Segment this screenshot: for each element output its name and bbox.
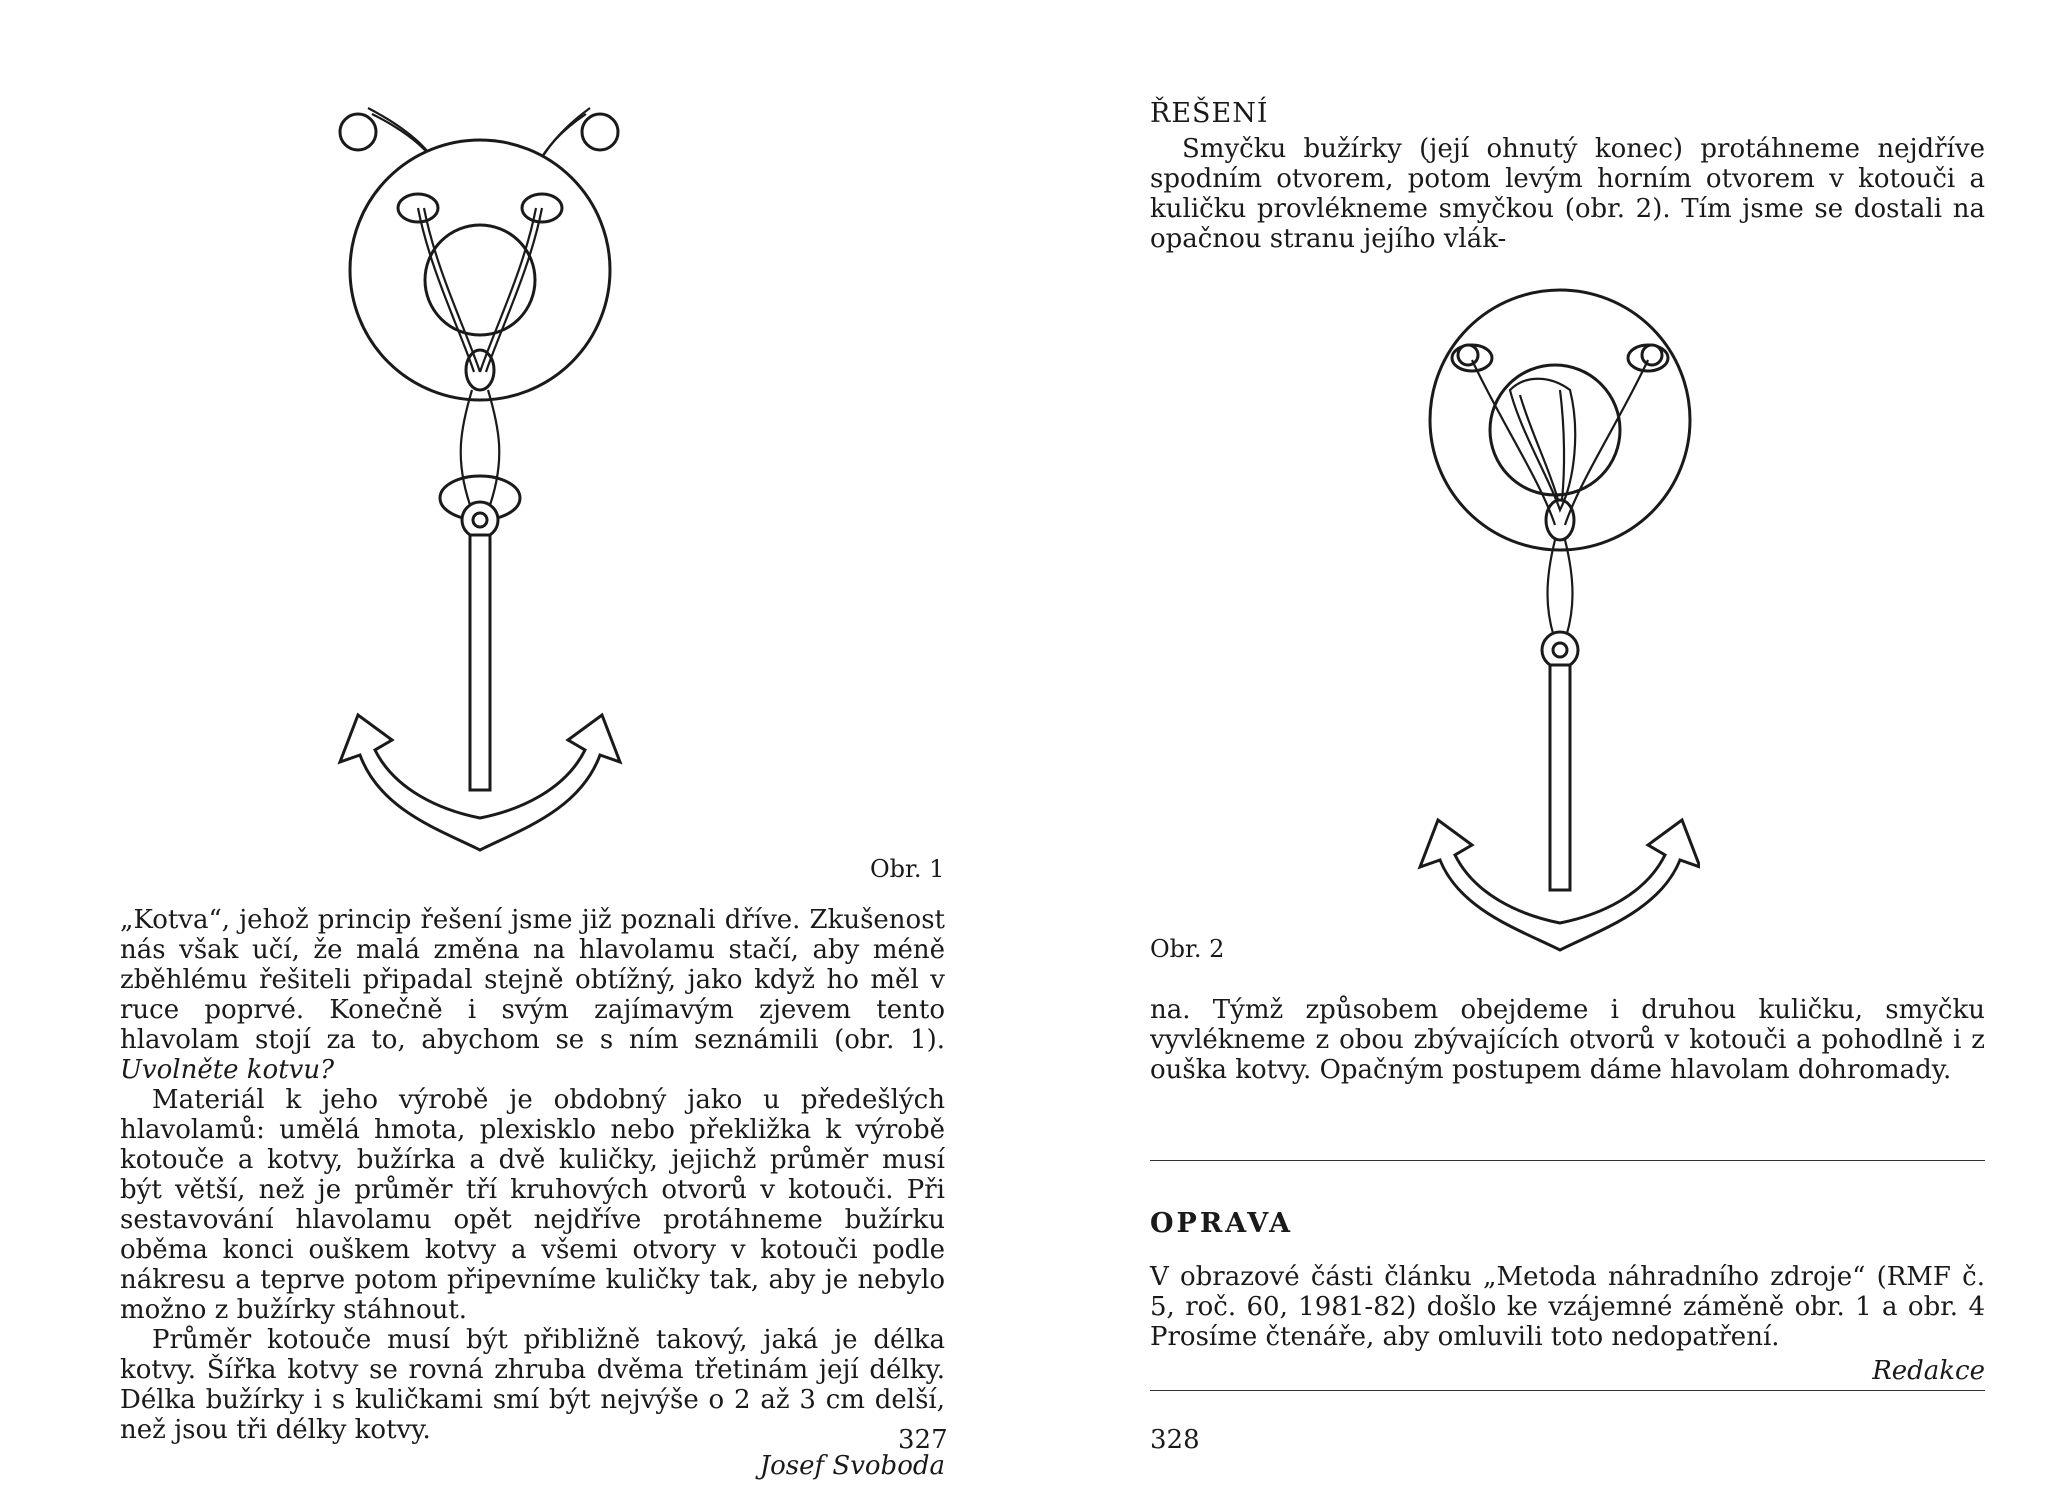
solution-text-1: Smyčku bužírky (její ohnutý konec) protáhneme nejdříve spodním otvorem, potom levým horním otvorem v kotouči a kuličku provlékneme smyčkou (obr. 2). Tím jsme se dostali na opačnou stranu jejího vlák- — [1150, 134, 1985, 254]
correction-heading: OPRAVA — [1150, 1208, 1294, 1239]
solution-heading: ŘEŠENÍ — [1150, 98, 1269, 129]
solution-text-1-block — [1150, 134, 1985, 254]
page-number-right: 328 — [1150, 1425, 1200, 1455]
solution-text-2-block — [1150, 995, 1985, 1085]
left-paragraph-3: Průměr kotouče musí být přibližně takový, jaká je délka kotvy. Šířka kotvy se rovná zhruba dvěma třetinám její délky. Délka bužírky i s kuličkami smí být nejvýše o 2 až 3 cm delší, než jsou tři délky kotvy. — [120, 1325, 945, 1445]
right-ball — [582, 114, 618, 150]
page-number-left: 327 — [898, 1425, 948, 1455]
author-signature: Josef Svoboda — [759, 1451, 945, 1481]
divider-bottom — [1150, 1390, 1985, 1391]
italic-question: Uvolněte kotvu? — [120, 1055, 335, 1085]
correction-block — [1150, 1262, 1985, 1386]
correction-text: V obrazové části článku „Metoda náhradního zdroje“ (RMF č. 5, roč. 60, 1981-82) došlo ke vzájemné záměně obr. 1 a obr. 4 Prosíme čtenáře, aby omluvili toto nedopatření. — [1150, 1262, 1985, 1352]
figure-1-anchor-puzzle — [320, 90, 640, 870]
left-article-body — [120, 905, 945, 1481]
figure-2-solution — [1400, 280, 1700, 970]
solution-text-2: na. Týmž způsobem obejdeme i druhou kuličku, smyčku vyvlékneme z obou zbývajících otvorů v kotouči a pohodlně i z ouška kotvy. Opačným postupem dáme hlavolam dohromady. — [1150, 995, 1985, 1085]
disc — [350, 140, 610, 400]
divider-top — [1150, 1160, 1985, 1161]
left-ball — [340, 114, 376, 150]
figure-2-caption: Obr. 2 — [1150, 935, 1225, 963]
correction-signature: Redakce — [1872, 1356, 1985, 1386]
left-paragraph-1: „Kotva“, jehož princip řešení jsme již poznali dříve. Zkušenost nás však učí, že malá změna na hlavolamu stačí, aby méně zběhlému řešiteli připadal stejně obtížný, jako když ho měl v ruce poprvé. Konečně i svým zajímavým zjevem tento hlavolam stojí za to, abychom se s ním seznámili (obr. 1). Uvolněte kotvu? — [120, 905, 945, 1085]
left-paragraph-2: Materiál k jeho výrobě je obdobný jako u předešlých hlavolamů: umělá hmota, plexisklo nebo překližka k výrobě kotouče a kotvy, bužírka a dvě kuličky, jejichž průměr musí být větší, než je průměr tří kruhových otvorů v kotouči. Při sestavování hlavolamu opět nejdříve protáhneme bužírku oběma konci ouškem kotvy a všemi otvory v kotouči podle nákresu a teprve potom připevníme kuličky tak, aby je nebylo možno z bužírky stáhnout. — [120, 1085, 945, 1325]
figure-1-caption: Obr. 1 — [870, 855, 945, 883]
